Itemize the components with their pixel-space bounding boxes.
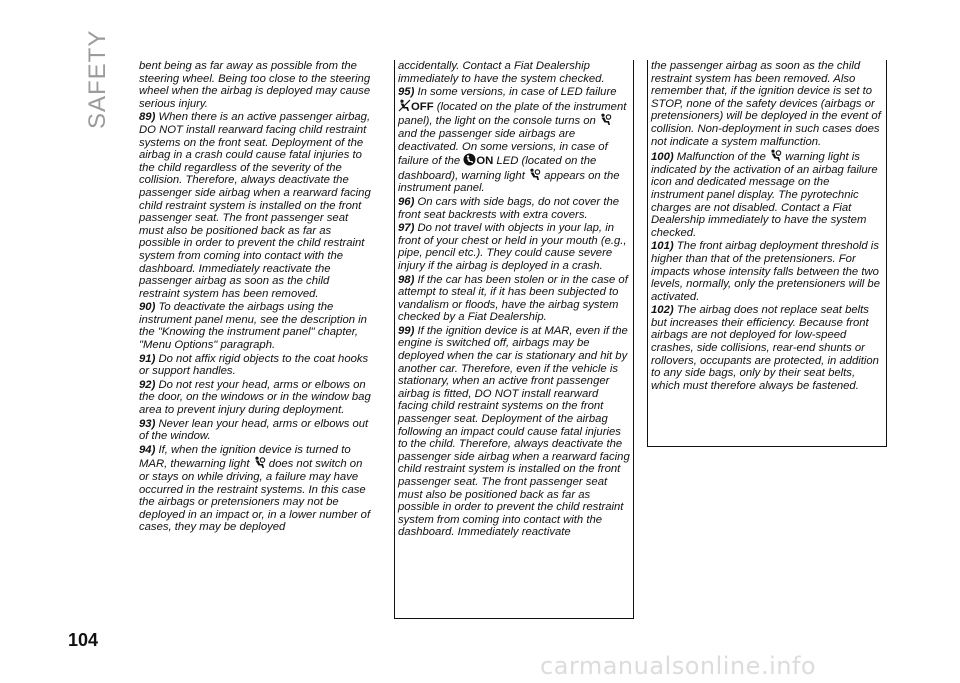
note-102	[651, 304, 883, 392]
note-text: The airbag does not replace seat belts but increases their efficiency. Because front airbags are not deployed for low-speed crashes, side collisions, rear-end shunts or rollovers, occupants are protected, in addition to any side bags, only by their seat belts, which must therefore always be fastened.	[651, 304, 879, 392]
note-number: 91)	[139, 352, 156, 365]
note-96	[398, 196, 630, 221]
note-number: 100)	[651, 151, 674, 164]
column-3	[647, 60, 887, 447]
note-95	[398, 86, 630, 195]
note-number: 101)	[651, 240, 674, 253]
note-98	[398, 274, 630, 324]
note-text: and the passenger side airbags are deactivated. On some versions, in case of failure of the	[398, 127, 608, 168]
note-number: 97)	[398, 222, 415, 235]
note-text: appears on the instrument panel.	[398, 169, 620, 195]
note-text: (located on the plate of the instrument panel), the light on the console turns on	[398, 100, 627, 128]
note-97	[398, 222, 630, 272]
airbag-warning-icon	[528, 168, 541, 181]
airbag-on-icon	[463, 153, 476, 166]
note-99	[398, 325, 630, 539]
note-text: Do not travel with objects in your lap, in front of your chest or held in your mouth (e.g., pipe, pencil etc.). They could cause severe injury if the airbag is deployed in a crash.	[398, 222, 627, 272]
note-text: warning light is indicated by the activation of an airbag failure icon and dedicated message on the instrument panel display. The pyrotechnic charges are not disabled. Contact a Fiat Dealership immediately to have the system checked.	[651, 151, 878, 239]
note-101	[651, 240, 883, 303]
note-text: The front airbag deployment threshold is higher than that of the pretensioners. For impacts whose intensity falls between the two levels, normally, only the pretensioners will be activated.	[651, 240, 880, 303]
note-93	[139, 418, 371, 443]
airbag-warning-icon	[599, 113, 612, 126]
note-text: Do not rest your head, arms or elbows on the door, on the windows or in the window bag area to prevent injury during deployment.	[139, 378, 371, 417]
note-number: 89)	[139, 111, 156, 124]
note-94	[139, 444, 371, 534]
note-number: 98)	[398, 273, 415, 286]
note-89	[139, 111, 371, 300]
note-text: Do not affix rigid objects to the coat hooks or support handles.	[139, 352, 369, 378]
note-number: 102)	[651, 304, 674, 317]
note-text: Malfunction of the	[676, 151, 766, 164]
note-text: If the car has been stolen or in the case of attempt to steal it, if it has been subjected to vandalism or floods, have the airbag system checked by a Fiat Dealership.	[398, 273, 628, 324]
note-text: Never lean your head, arms or elbows out of the window.	[139, 417, 369, 443]
note-number: 90)	[139, 301, 156, 314]
note-90	[139, 301, 371, 351]
paragraph-intro: bent being as far away as possible from the steering wheel. Being too close to the steering wheel when the airbag is deployed may cause serious injury.	[139, 60, 371, 110]
note-91	[139, 353, 371, 378]
note-number: 93)	[139, 417, 156, 430]
airbag-warning-icon	[769, 149, 782, 162]
note-number: 92)	[139, 378, 156, 391]
section-title-text: SAFETY	[84, 29, 111, 129]
note-number: 95)	[398, 86, 415, 99]
note-text: In some versions, in case of LED failure	[417, 86, 617, 99]
note-text: If, when the ignition device is turned to MAR, thewarning light	[139, 443, 351, 471]
note-text: On cars with side bags, do not cover the front seat backrests with extra covers.	[398, 195, 620, 221]
airbag-warning-icon	[253, 456, 266, 469]
page-number: 104	[68, 630, 99, 650]
section-title	[80, 29, 112, 135]
note-text: To deactivate the airbags using the instrument panel menu, see the description in the "Knowing the instrument panel" chapter, "Menu Options" paragraph.	[139, 301, 367, 352]
note-92	[139, 379, 371, 417]
off-label: OFF	[411, 100, 434, 113]
note-text: When there is an active passenger airbag, DO NOT install rearward facing child restraint systems on the front seat. Deployment of the airbag in a crash could cause fatal injuries to the child regardless of the severity of the collision. Therefore, always deactivate the passenger side airbag when a rearward facing child restraint system is installed on the front passenger seat. The front passenger seat must also be positioned back as far as possible in order to prevent the child restraint system from coming into contact with the dashboard. Immediately reactivate the passenger airbag as soon as the child restraint system has been removed.	[139, 111, 371, 300]
note-text: If the ignition device is at MAR, even if the engine is switched off, airbags may be deployed when the car is stationary and hit by another car. Therefore, even if the vehicle is stationary, when an active front passenger airbag is fitted, DO NOT install rearward facing child restraint systems on the front passenger seat. Deployment of the airbag following an impact could cause fatal injuries to the child. Therefore, always deactivate the passenger side airbag when a rearward facing child restraint system is installed on the front passenger seat. The front passenger seat must also be positioned back as far as possible in order to prevent the child restraint system from coming into contact with the dashboard. Immediately reactivate	[398, 324, 630, 539]
on-label: ON	[476, 155, 494, 168]
watermark: carmanualsonline.info	[540, 652, 817, 680]
note-number: 94)	[139, 443, 156, 456]
column-1	[139, 60, 371, 535]
note-number: 99)	[398, 324, 415, 337]
note-text: does not switch on or stays on while driving, a failure may have occurred in the restraint systems. In this case the airbags or pretensioners may not be deployed in an impact or, in a lower number of cases, they may be deployed	[139, 458, 371, 534]
paragraph-intro: accidentally. Contact a Fiat Dealership immediately to have the system checked.	[398, 60, 605, 85]
column-2	[394, 60, 634, 619]
note-number: 96)	[398, 195, 415, 208]
note-text: LED (located on the dashboard), warning light	[398, 155, 597, 182]
note-100	[651, 149, 883, 239]
paragraph-intro: the passenger airbag as soon as the child restraint system has been removed. Also remember that, if the ignition device is set to STOP, none of the safety devices (airbags or pretensioners) will be deployed in the event of collision. Non-deployment in such cases does not indicate a system malfunction.	[651, 60, 881, 148]
airbag-off-icon	[398, 99, 411, 112]
